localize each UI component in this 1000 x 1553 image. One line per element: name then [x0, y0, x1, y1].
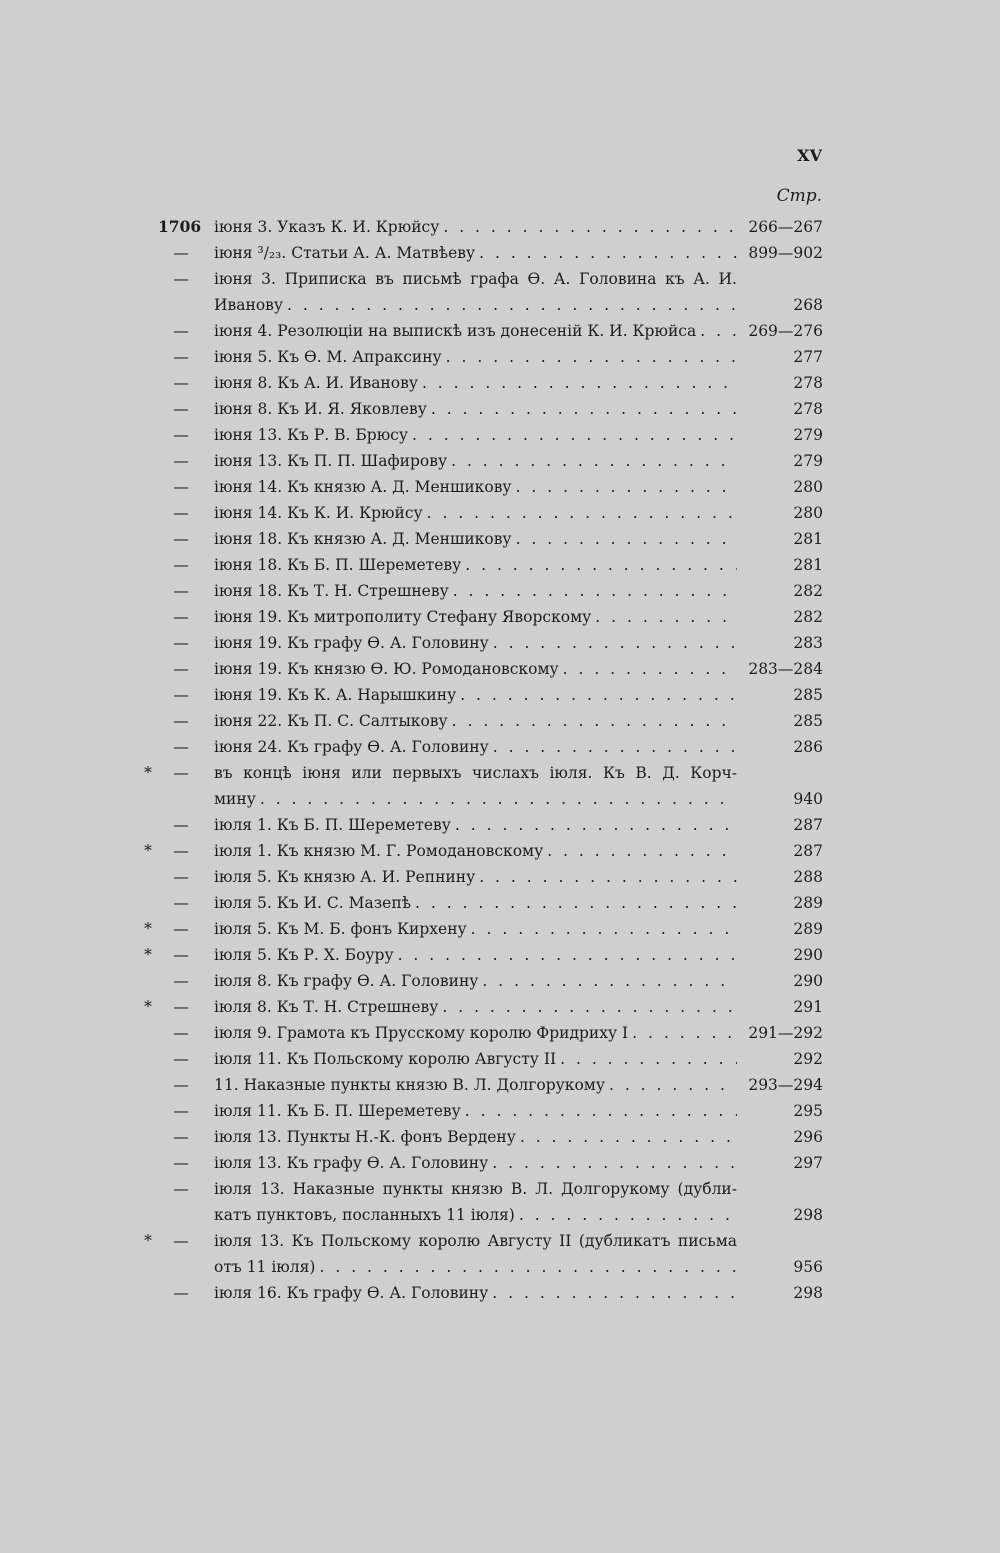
page-reference: 283—284 [748, 660, 823, 678]
toc-entry [140, 968, 825, 994]
entry-text: іюля 8. Къ графу Ѳ. А. Головину [214, 972, 479, 990]
dot-leader [488, 1150, 737, 1176]
entry-text: 11. Наказные пункты князю В. Л. Долгорукому [214, 1076, 605, 1094]
page-reference: 279 [793, 426, 823, 444]
page-reference: 298 [793, 1284, 823, 1302]
entry-text: іюля 11. Къ Польскому королю Августу II [214, 1050, 557, 1068]
entry-text: іюля 8. Къ Т. Н. Стрешневу [214, 998, 439, 1016]
ditto-dash: — [173, 1128, 189, 1146]
ditto-dash: — [173, 1232, 189, 1250]
entry-text: іюля 5. Къ Р. Х. Боуру [214, 946, 394, 964]
ditto-dash: — [173, 582, 189, 600]
ditto-dash: — [173, 660, 189, 678]
dot-leader [411, 890, 737, 916]
toc-entry [140, 1020, 825, 1046]
ditto-dash: — [173, 244, 189, 262]
toc-entry [140, 1228, 825, 1280]
toc-entry [140, 526, 825, 552]
ditto-dash: — [173, 816, 189, 834]
page-reference: 297 [793, 1154, 823, 1172]
toc-entry [140, 344, 825, 370]
toc-entry [140, 864, 825, 890]
dot-leader [475, 240, 737, 266]
toc-entry [140, 266, 825, 318]
entry-text: іюля 5. Къ князю А. И. Репнину [214, 868, 476, 886]
dot-leader [438, 994, 737, 1020]
entry-text: іюня 13. Къ П. П. Шафирову [214, 452, 448, 470]
dot-leader [488, 1280, 737, 1306]
toc-entry [140, 656, 825, 682]
toc-entry [140, 422, 825, 448]
page-reference: 298 [793, 1206, 823, 1224]
dot-leader [418, 370, 737, 396]
year-label: 1706 [158, 217, 202, 236]
entry-text: іюня 18. Къ Т. Н. Стрешневу [214, 582, 449, 600]
ditto-dash: — [173, 946, 189, 964]
dot-leader [449, 578, 737, 604]
dot-leader [394, 942, 737, 968]
dot-leader [591, 604, 737, 630]
page-reference: 279 [793, 452, 823, 470]
ditto-dash: — [173, 400, 189, 418]
dot-leader [478, 968, 737, 994]
page-reference: 286 [793, 738, 823, 756]
toc-entry [140, 890, 825, 916]
dot-leader [456, 682, 737, 708]
dot-leader [408, 422, 737, 448]
toc-entry [140, 734, 825, 760]
dot-leader [447, 448, 737, 474]
ditto-dash: — [173, 1076, 189, 1094]
toc-entry [140, 396, 825, 422]
entry-text: іюня 24. Къ графу Ѳ. А. Головину [214, 738, 489, 756]
toc-entry [140, 942, 825, 968]
ditto-dash: — [173, 1024, 189, 1042]
entry-text: іюля 13. Наказные пункты князю В. Л. Долгорукому (дубли- [214, 1180, 737, 1198]
dot-leader [467, 916, 737, 942]
dot-leader [559, 656, 737, 682]
entry-text: іюня 8. Къ И. Я. Яковлеву [214, 400, 427, 418]
dot-leader [696, 318, 737, 344]
toc-entry [140, 1124, 825, 1150]
dot-leader [543, 838, 737, 864]
ditto-dash: — [173, 608, 189, 626]
page-reference: 268 [793, 296, 823, 314]
ditto-dash: — [173, 1154, 189, 1172]
dot-leader [423, 500, 737, 526]
page-reference: 289 [793, 894, 823, 912]
dot-leader [489, 734, 737, 760]
page-reference: 288 [793, 868, 823, 886]
entry-text: іюня 19. Къ графу Ѳ. А. Головину [214, 634, 489, 652]
dot-leader [442, 344, 737, 370]
page-reference: 956 [793, 1258, 823, 1276]
asterisk-marker: * [144, 764, 152, 782]
ditto-dash: — [173, 478, 189, 496]
toc-entry [140, 1176, 825, 1228]
ditto-dash: — [173, 894, 189, 912]
dot-leader [512, 526, 737, 552]
entry-text: іюня 3. Приписка въ письмѣ графа Ѳ. А. Головина къ А. И. [214, 270, 737, 288]
dot-leader [515, 1202, 737, 1228]
entry-text: іюля 9. Грамота къ Прусскому королю Фридриху I [214, 1024, 629, 1042]
toc-entry [140, 1046, 825, 1072]
dot-leader [439, 214, 737, 240]
ditto-dash: — [173, 348, 189, 366]
page-reference: 296 [793, 1128, 823, 1146]
dot-leader [605, 1072, 737, 1098]
asterisk-marker: * [144, 842, 152, 860]
dot-leader [283, 292, 737, 318]
entry-text: мину [214, 790, 256, 808]
dot-leader [516, 1124, 737, 1150]
entry-text: отъ 11 іюля) [214, 1258, 316, 1276]
page-reference: 283 [793, 634, 823, 652]
page-number: XV [797, 146, 822, 165]
asterisk-marker: * [144, 1232, 152, 1250]
page-reference: 269—276 [748, 322, 823, 340]
page-reference: 278 [793, 400, 823, 418]
dot-leader [451, 812, 737, 838]
toc-entry [140, 604, 825, 630]
entry-text: іюня 14. Къ К. И. Крюйсу [214, 504, 423, 522]
toc-entry [140, 1072, 825, 1098]
ditto-dash: — [173, 998, 189, 1016]
page-reference: 281 [793, 556, 823, 574]
entry-text: іюля 1. Къ князю М. Г. Ромодановскому [214, 842, 544, 860]
entry-text: іюля 1. Къ Б. П. Шереметеву [214, 816, 451, 834]
toc-entry [140, 1150, 825, 1176]
ditto-dash: — [173, 374, 189, 392]
page-reference: 940 [793, 790, 823, 808]
ditto-dash: — [173, 426, 189, 444]
ditto-dash: — [173, 1050, 189, 1068]
asterisk-marker: * [144, 920, 152, 938]
toc-entry [140, 1098, 825, 1124]
ditto-dash: — [173, 556, 189, 574]
entry-text: Иванову [214, 296, 283, 314]
toc-entry [140, 682, 825, 708]
dot-leader [556, 1046, 737, 1072]
asterisk-marker: * [144, 998, 152, 1016]
page-reference: 285 [793, 712, 823, 730]
ditto-dash: — [173, 504, 189, 522]
entry-text: въ концѣ іюня или первыхъ числахъ іюля. Къ В. Д. Корч- [214, 764, 737, 782]
ditto-dash: — [173, 322, 189, 340]
dot-leader [448, 708, 737, 734]
entry-text: іюня 8. Къ А. И. Иванову [214, 374, 418, 392]
page-reference: 287 [793, 842, 823, 860]
ditto-dash: — [173, 764, 189, 782]
ditto-dash: — [173, 634, 189, 652]
entry-text: іюня ³/₂₃. Статьи А. А. Матвѣеву [214, 244, 476, 262]
ditto-dash: — [173, 530, 189, 548]
entry-text: катъ пунктовъ, посланныхъ 11 іюля) [214, 1206, 515, 1224]
entry-text: іюля 13. Къ Польскому королю Августу II (дубликатъ письма [214, 1232, 737, 1250]
entry-text: іюля 16. Къ графу Ѳ. А. Головину [214, 1284, 489, 1302]
ditto-dash: — [173, 1284, 189, 1302]
ditto-dash: — [173, 920, 189, 938]
entry-text: іюня 19. Къ К. А. Нарышкину [214, 686, 457, 704]
dot-leader [461, 1098, 737, 1124]
toc-entry [140, 916, 825, 942]
dot-leader [489, 630, 737, 656]
ditto-dash: — [173, 972, 189, 990]
toc-entry [140, 240, 825, 266]
entry-text: іюня 19. Къ митрополиту Стефану Яворскому [214, 608, 592, 626]
ditto-dash: — [173, 686, 189, 704]
toc-entry [140, 214, 825, 240]
toc-entry [140, 994, 825, 1020]
ditto-dash: — [173, 1180, 189, 1198]
page-reference: 291—292 [748, 1024, 823, 1042]
asterisk-marker: * [144, 946, 152, 964]
entry-text: іюля 13. Пункты Н.-К. фонъ Вердену [214, 1128, 516, 1146]
toc-entry [140, 838, 825, 864]
entry-text: іюля 5. Къ М. Б. фонъ Кирхену [214, 920, 467, 938]
toc-entry [140, 760, 825, 812]
ditto-dash: — [173, 712, 189, 730]
toc-entry [140, 474, 825, 500]
ditto-dash: — [173, 452, 189, 470]
dot-leader [475, 864, 737, 890]
toc-entry [140, 578, 825, 604]
dot-leader [256, 786, 737, 812]
entry-text: іюня 19. Къ князю Ѳ. Ю. Ромодановскому [214, 660, 559, 678]
page-reference: 277 [793, 348, 823, 366]
entry-text: іюня 18. Къ князю А. Д. Меншикову [214, 530, 512, 548]
entry-text: іюня 4. Резолюціи на выпискѣ изъ донесеній К. И. Крюйса [214, 322, 697, 340]
page-reference: 293—294 [748, 1076, 823, 1094]
entry-text: іюня 5. Къ Ѳ. М. Апраксину [214, 348, 442, 366]
toc-entry [140, 448, 825, 474]
entry-text: іюля 13. Къ графу Ѳ. А. Головину [214, 1154, 489, 1172]
page-reference: 287 [793, 816, 823, 834]
toc-entry [140, 708, 825, 734]
table-of-contents [140, 214, 825, 1306]
page-reference: 285 [793, 686, 823, 704]
entry-text: іюля 5. Къ И. С. Мазепѣ [214, 894, 412, 912]
page-reference: 899—902 [748, 244, 823, 262]
ditto-dash: — [173, 868, 189, 886]
page-reference: 282 [793, 582, 823, 600]
dot-leader [628, 1020, 737, 1046]
page-reference: 290 [793, 972, 823, 990]
page-reference: 280 [793, 504, 823, 522]
toc-entry [140, 1280, 825, 1306]
dot-leader [315, 1254, 737, 1280]
dot-leader [461, 552, 737, 578]
ditto-dash: — [173, 1102, 189, 1120]
toc-entry [140, 370, 825, 396]
page-reference: 266—267 [748, 218, 823, 236]
entry-text: іюля 11. Къ Б. П. Шереметеву [214, 1102, 461, 1120]
entry-text: іюня 3. Указъ К. И. Крюйсу [214, 218, 440, 236]
page-reference: 289 [793, 920, 823, 938]
pages-column-header: Стр. [776, 186, 822, 206]
page-reference: 290 [793, 946, 823, 964]
entry-text: іюня 14. Къ князю А. Д. Меншикову [214, 478, 512, 496]
toc-entry [140, 500, 825, 526]
dot-leader [427, 396, 737, 422]
ditto-dash: — [173, 738, 189, 756]
toc-entry [140, 552, 825, 578]
page-reference: 282 [793, 608, 823, 626]
page-reference: 280 [793, 478, 823, 496]
entry-text: іюня 18. Къ Б. П. Шереметеву [214, 556, 462, 574]
page-reference: 292 [793, 1050, 823, 1068]
page-reference: 291 [793, 998, 823, 1016]
toc-entry [140, 812, 825, 838]
toc-entry [140, 630, 825, 656]
ditto-dash: — [173, 842, 189, 860]
page-reference: 295 [793, 1102, 823, 1120]
dot-leader [512, 474, 737, 500]
ditto-dash: — [173, 270, 189, 288]
entry-text: іюня 22. Къ П. С. Салтыкову [214, 712, 448, 730]
page-reference: 281 [793, 530, 823, 548]
page-reference: 278 [793, 374, 823, 392]
toc-entry [140, 318, 825, 344]
entry-text: іюня 13. Къ Р. В. Брюсу [214, 426, 408, 444]
